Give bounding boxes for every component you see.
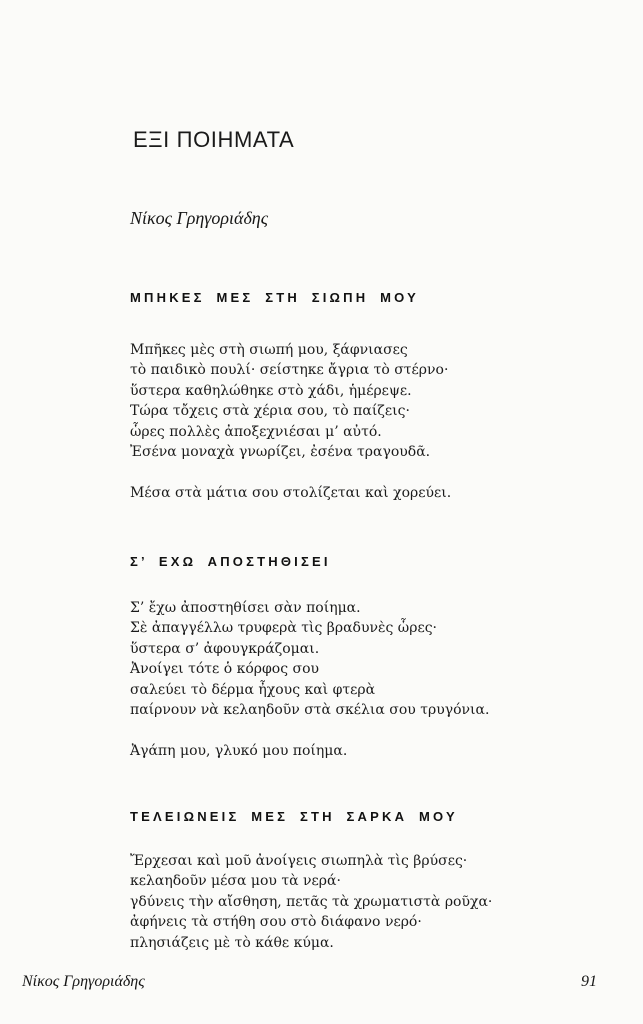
author-byline: Νίκος Γρηγοριάδης — [130, 208, 269, 228]
poem-line: ὧρες πολλὲς ἀποξεχνιέσαι μ’ αὐτό. — [130, 423, 382, 440]
poem-line: Ἀνοίγει τότε ὁ κόρφος σου — [130, 661, 320, 678]
poem-heading: Σ’ ΕΧΩ ΑΠΟΣΤΗΘΙΣΕΙ — [130, 554, 331, 569]
poem-body — [130, 598, 489, 761]
poem-line: Τώρα τὄχεις στὰ χέρια σου, τὸ παίζεις· — [130, 403, 410, 420]
poem-line: Μέσα στὰ μάτια σου στολίζεται καὶ χορεύει. — [130, 484, 452, 501]
poem-line: Ἔρχεσαι καὶ μοῦ ἀνοίγεις σιωπηλὰ τὶς βρύσες· — [130, 853, 468, 869]
poem-line: Σ’ ἔχω ἀποστηθίσει σὰν ποίημα. — [130, 600, 361, 616]
stanza — [130, 851, 492, 953]
poem-line: κελαηδοῦν μέσα μου τὰ νερά· — [130, 873, 341, 890]
poem-body — [130, 340, 451, 503]
stanza — [130, 483, 451, 503]
poem-body — [130, 851, 492, 953]
poem-heading: ΤΕΛΕΙΩΝΕΙΣ ΜΕΣ ΣΤΗ ΣΑΡΚΑ ΜΟΥ — [130, 809, 458, 824]
footer-author: Νίκος Γρηγοριάδης — [22, 973, 145, 990]
poem-line: Ἐσένα μοναχὰ γνωρίζει, ἐσένα τραγουδᾶ. — [130, 444, 431, 461]
poem-line: τὸ παιδικὸ πουλί· σείστηκε ἄγρια τὸ στέρνο· — [130, 362, 449, 379]
poem-line: Μπῆκες μὲς στὴ σιωπή μου, ξάφνιασες — [130, 342, 408, 358]
poem-line: παίρνουν νὰ κελαηδοῦν στὰ σκέλια σου τρυγόνια. — [130, 702, 490, 719]
poem-line: σαλεύει τὸ δέρμα ἦχους καὶ φτερὰ — [130, 681, 376, 698]
poem-line: ὕστερα καθηλώθηκε στὸ χάδι, ἡμέρεψε. — [130, 382, 412, 399]
poem-line: πλησιάζεις μὲ τὸ κάθε κύμα. — [130, 934, 334, 951]
poem-heading: ΜΠΗΚΕΣ ΜΕΣ ΣΤΗ ΣΙΩΠΗ ΜΟΥ — [130, 290, 420, 305]
poem-line: ὕστερα σ’ ἀφουγκράζομαι. — [130, 640, 320, 657]
stanza — [130, 598, 489, 720]
poem-line: γδύνεις τὴν αἴσθηση, πετᾶς τὰ χρωματιστὰ ροῦχα· — [130, 893, 493, 910]
page-number: 91 — [581, 973, 597, 990]
stanza — [130, 340, 451, 462]
stanza — [130, 741, 489, 761]
poem-line: ἀφήνεις τὰ στήθη σου στὸ διάφανο νερό· — [130, 914, 422, 931]
collection-title: ΕΞΙ ΠΟΙΗΜΑΤΑ — [133, 127, 295, 152]
poem-line: Σὲ ἀπαγγέλλω τρυφερὰ τὶς βραδυνὲς ὧρες· — [130, 620, 437, 637]
poem-line: Ἀγάπη μου, γλυκό μου ποίημα. — [130, 742, 348, 759]
